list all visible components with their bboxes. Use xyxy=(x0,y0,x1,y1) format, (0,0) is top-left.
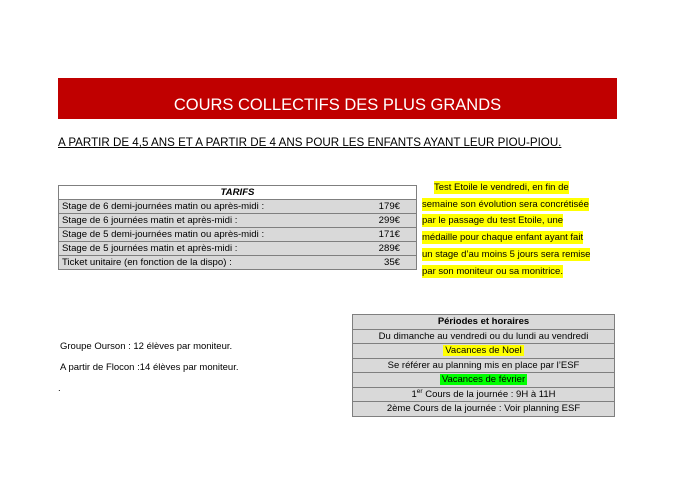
flocon-text: A partir de Flocon :14 élèves par moniteur. xyxy=(60,362,239,373)
periode-cell xyxy=(353,373,615,388)
table-row xyxy=(353,329,615,344)
vacances-noel-badge: Vacances de Noel xyxy=(445,345,522,357)
note-line: un stage d’au moins 5 jours sera remise xyxy=(422,248,591,260)
groupe-ourson-text: Groupe Ourson : 12 élèves par moniteur. xyxy=(60,341,233,352)
table-row xyxy=(59,242,417,256)
periode-cell: Du dimanche au vendredi ou du lundi au vendredi xyxy=(353,329,615,344)
tarif-label: Ticket unitaire (en fonction de la dispo) : xyxy=(59,256,338,270)
table-row xyxy=(353,402,615,417)
tarif-label: Stage de 5 demi-journées matin ou après-midi : xyxy=(59,228,338,242)
tarif-price: 179€ xyxy=(337,200,417,214)
note-line: par le passage du test Etoile, une xyxy=(422,215,564,227)
table-row xyxy=(353,358,615,373)
tarif-label: Stage de 5 journées matin et après-midi : xyxy=(59,242,338,256)
periode-cell: Se référer au planning mis en place par l’ESF xyxy=(353,358,615,373)
table-row xyxy=(59,214,417,228)
periodes-header: Périodes et horaires xyxy=(353,315,615,330)
age-subtitle: A PARTIR DE 4,5 ANS ET A PARTIR DE 4 ANS POUR LES ENFANTS AYANT LEUR PIOU-PIOU. xyxy=(58,136,562,149)
note-line: semaine son évolution sera concrétisée xyxy=(422,198,589,210)
periode-cell xyxy=(353,344,615,359)
table-row xyxy=(59,228,417,242)
stray-dot: . xyxy=(58,383,61,394)
tarifs-header-row xyxy=(59,186,417,200)
tarif-price: 299€ xyxy=(337,214,417,228)
page-title: COURS COLLECTIFS DES PLUS GRANDS xyxy=(173,96,502,114)
table-row xyxy=(353,373,615,388)
tarif-price: 35€ xyxy=(337,256,417,270)
tarif-price: 289€ xyxy=(337,242,417,256)
note-line: médaille pour chaque enfant ayant fait xyxy=(422,232,584,244)
tarif-label: Stage de 6 demi-journées matin ou après-midi : xyxy=(59,200,338,214)
note-line: par son moniteur ou sa monitrice. xyxy=(422,265,563,277)
tarif-label: Stage de 6 journées matin et après-midi : xyxy=(59,214,338,228)
vacances-fevrier-badge: Vacances de février xyxy=(441,374,526,386)
table-row xyxy=(353,344,615,359)
tarifs-table xyxy=(58,185,417,270)
tarif-price: 171€ xyxy=(337,228,417,242)
first-course-ordinal: er xyxy=(416,387,423,395)
periode-cell: 2ème Cours de la journée : Voir planning ESF xyxy=(353,402,615,417)
table-row xyxy=(59,256,417,270)
first-course-text: Cours de la journée : 9H à 11H xyxy=(422,388,556,400)
note-line: Test Etoile le vendredi, en fin de xyxy=(434,182,569,193)
table-row xyxy=(353,387,615,402)
periodes-table xyxy=(352,314,615,417)
periodes-header-row xyxy=(353,315,615,330)
test-etoile-note xyxy=(422,180,622,280)
title-banner xyxy=(58,78,617,119)
first-course-number: 1 xyxy=(411,388,417,400)
periode-cell xyxy=(353,387,615,402)
tarifs-header: TARIFS xyxy=(59,186,417,200)
table-row xyxy=(59,200,417,214)
